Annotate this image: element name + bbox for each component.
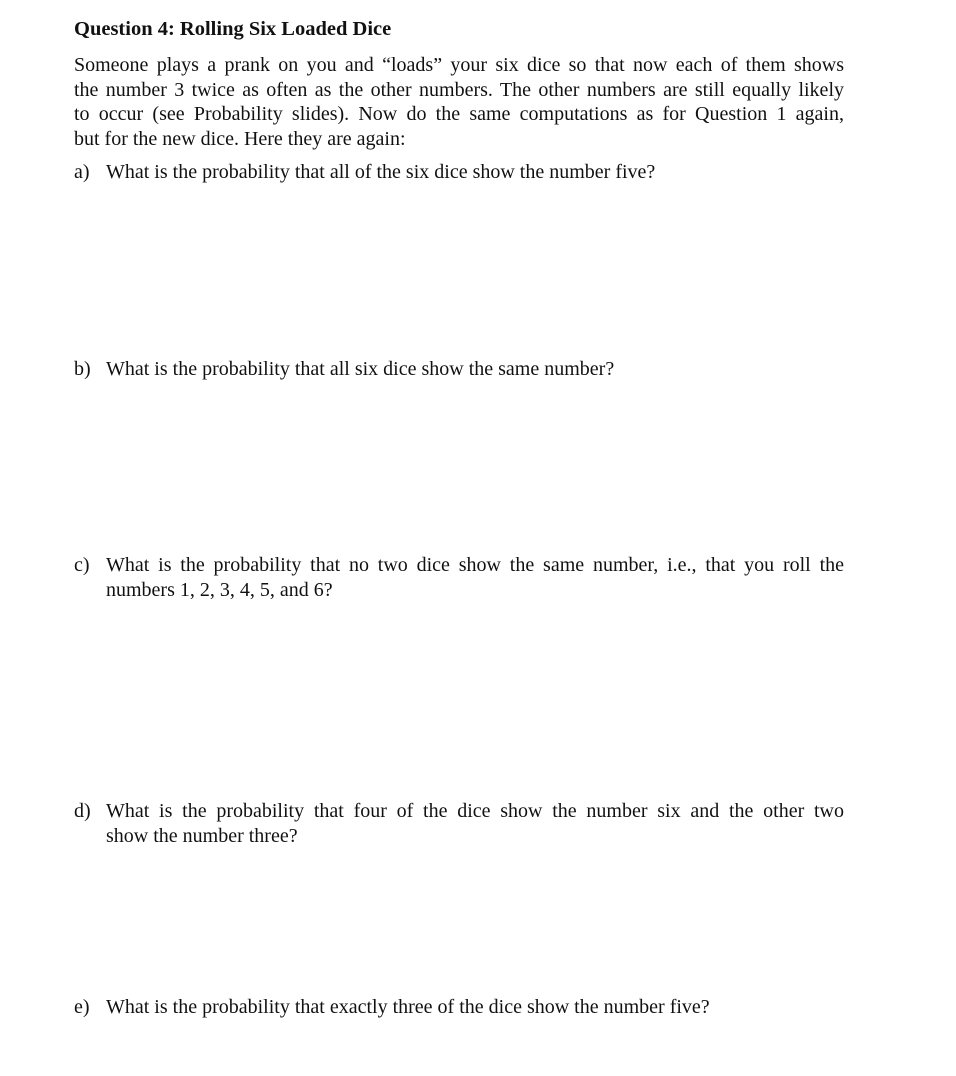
question-label: e) (74, 996, 90, 1018)
intro-line: the number 3 twice as often as the other numbers. The other numbers are still equally likely (74, 78, 844, 101)
intro-line: but for the new dice. Here they are again: (74, 127, 406, 150)
question-text (106, 160, 844, 185)
intro-line: Someone plays a prank on you and “loads” your six dice so that now each of them shows (74, 54, 844, 76)
question-d (74, 799, 844, 849)
question-text (106, 799, 844, 849)
question-a (74, 160, 844, 185)
question-line: show the number three? (106, 825, 298, 847)
question-e (74, 995, 844, 1020)
question-text (106, 553, 844, 603)
question-text (106, 995, 844, 1020)
intro-line: to occur (see Probability slides). Now do the same computations as for Question 1 again, (74, 103, 844, 125)
question-line: What is the probability that no two dice show the same number, i.e., that you roll the (106, 554, 844, 576)
question-line: What is the probability that all six dice show the same number? (106, 358, 615, 380)
question-label: c) (74, 554, 90, 576)
question-label: b) (74, 358, 91, 380)
question-line: What is the probability that four of the dice show the number six and the other two (106, 800, 844, 822)
question-label: a) (74, 161, 90, 183)
question-line: What is the probability that all of the six dice show the number five? (106, 161, 656, 183)
question-line: What is the probability that exactly three of the dice show the number five? (106, 996, 710, 1018)
question-line: numbers 1, 2, 3, 4, 5, and 6? (106, 579, 333, 601)
intro-paragraph (74, 53, 844, 151)
question-text (106, 357, 844, 382)
question-label: d) (74, 800, 91, 822)
question-c (74, 553, 844, 603)
question-heading: Question 4: Rolling Six Loaded Dice (74, 18, 392, 40)
question-b (74, 357, 844, 382)
